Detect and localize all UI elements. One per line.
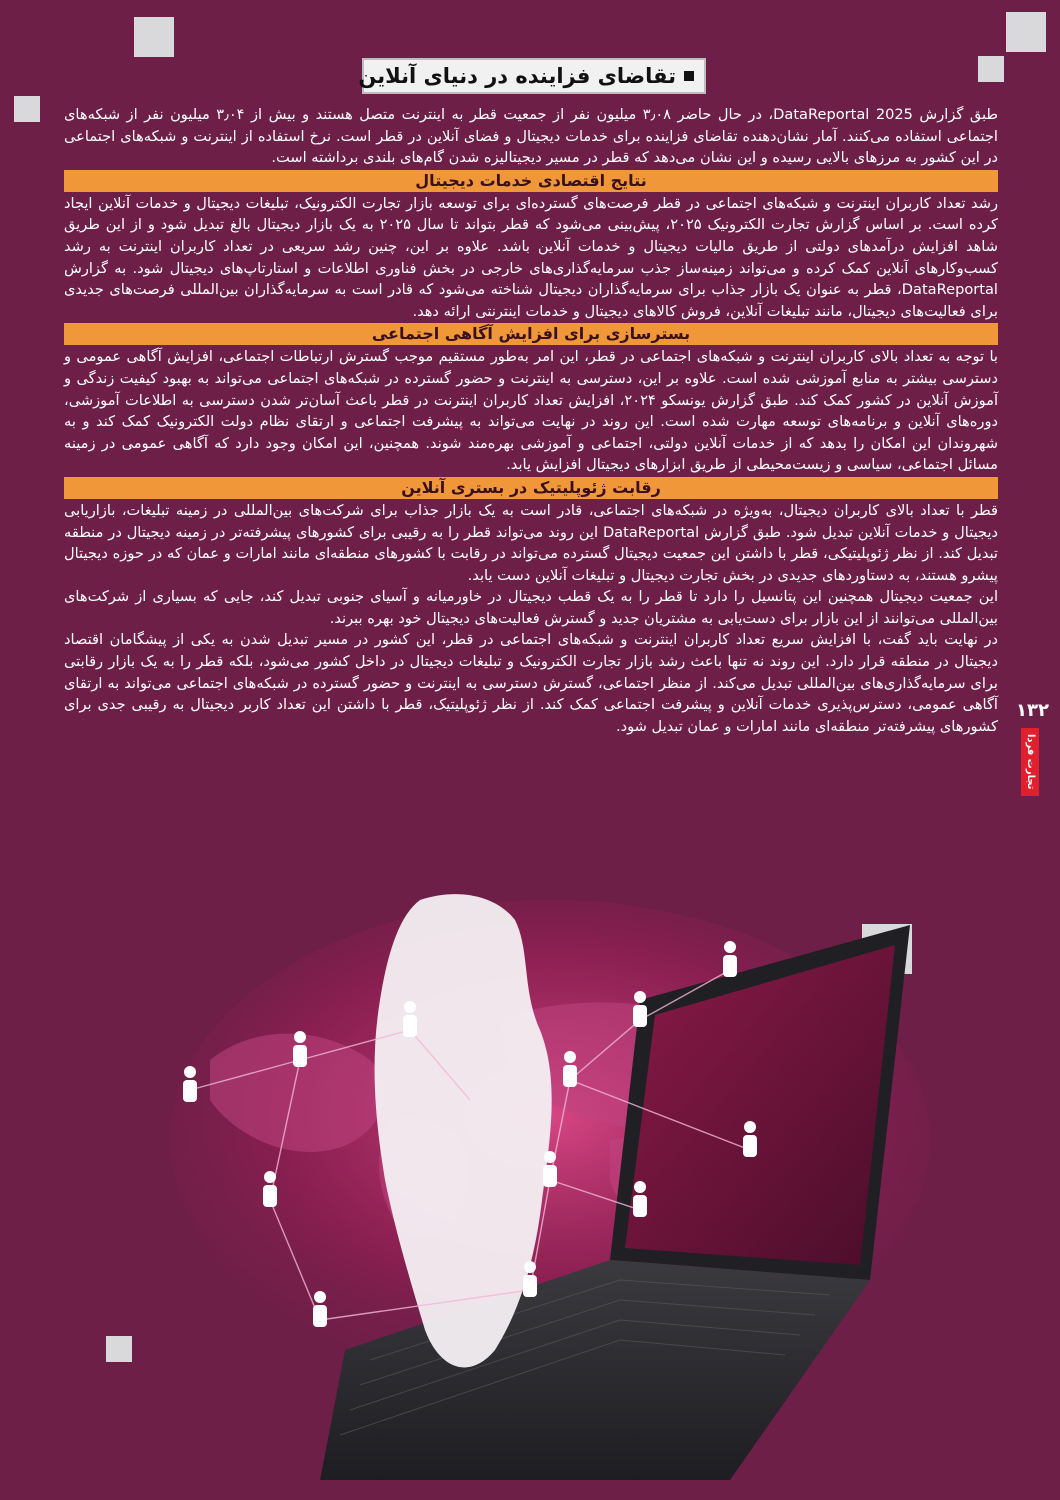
person-icon [723, 941, 737, 977]
paragraph: رشد تعداد کاربران اینترنت و شبکه‌های اجتماعی در قطر فرصت‌های گسترده‌ای برای توسعه بازار تجارت الکترونیک، تبلیغات دیجیتال و خدمات آنلاین ایجاد کرده است. بر اساس گزارش تجارت الکترونیک ۲۰۲۵، پیش‌بینی می‌شود که قطر بتواند تا سال ۲۰۲۵ به یک بازار دیجیتال بالغ تبدیل شود و از این طریق شاهد افزایش درآمدهای دولتی از طریق مالیات دیجیتال و خدمات آنلاین باشد. علاوه بر این، چنین رشد سریعی در تعداد کاربران اینترنت به رشد کسب‌وکارهای آنلاین کمک کرده و می‌تواند زمینه‌ساز جذب سرمایه‌گذاری‌های خارجی در بخش فناوری اطلاعات و استارتاپ‌های دیجیتال شود. به گزارش DataReportal، قطر به عنوان یک بازار جذاب برای سرمایه‌گذاران دیجیتال شناخته می‌شود که قادر است به سرمایه‌گذاران بین‌المللی فرصت‌های جدیدی برای فعالیت‌های دیجیتال، مانند تبلیغات آنلاین، فروش کالاهای دیجیتال و خدمات اینترنتی ارائه دهد. [64, 194, 998, 320]
section-heading-geopolitical: رقابت ژئوپلیتیک در بستری آنلاین [64, 477, 998, 499]
person-icon [523, 1261, 537, 1297]
section-heading-economic: نتایج اقتصادی خدمات دیجیتال [64, 170, 998, 192]
person-icon [293, 1031, 307, 1067]
page-number: ۱۳۲ [1016, 700, 1049, 721]
decorative-square [14, 96, 40, 122]
laptop-network-illustration [170, 880, 930, 1500]
intro-paragraph: طبق گزارش DataReportal 2025، در حال حاضر ۳٫۰۸ میلیون نفر از جمعیت قطر به اینترنت متصل هستند و بیش از ۳٫۰۴ میلیون نفر از شبکه‌های اجتماعی استفاده می‌کنند. آمار نشان‌دهنده تقاضای فزاینده برای خدمات دیجیتال و فضای آنلاین در قطر است. نرخ استفاده از اینترنت و شبکه‌های اجتماعی در این کشور به مرزهای بالایی رسیده و این نشان می‌دهد که قطر در مسیر دیجیتالیزه شدن گام‌های بلندی برداشته است. [64, 106, 999, 167]
paragraph: با توجه به تعداد بالای کاربران اینترنت و شبکه‌های اجتماعی در قطر، این امر به‌طور مستقیم موجب گسترش ارتباطات اجتماعی، افزایش آگاهی عمومی و دسترسی بیشتر به منابع آموزشی شده است. علاوه بر این، دسترسی به اینترنت و حضور گسترده در شبکه‌های اجتماعی می‌تواند به بهبود کیفیت زندگی و آموزش آنلاین در کشور کمک کند. طبق گزارش یونسکو ۲۰۲۴، افزایش تعداد کاربران اینترنت در قطر باعث آسان‌تر شدن دسترسی به اطلاعات آموزشی، دوره‌های آنلاین و برنامه‌های توسعه مهارت شده است. این روند در نهایت می‌تواند به پیشرفت اجتماعی و ارتقای نظام دولت الکترونیک کمک کند و به شهروندان این امکان را بدهد که از خدمات آنلاین دولتی، اجتماعی و آموزشی بهره‌مند شوند. همچنین، این امکان وجود دارد که آگاهی عمومی در زمینه مسائل اجتماعی، سیاسی و زیست‌محیطی از طریق ابزارهای دیجیتال افزایش یابد. [64, 348, 998, 474]
person-icon [543, 1151, 557, 1187]
article-title: تقاضای فزاینده در دنیای آنلاین [358, 64, 676, 88]
article-title-box [358, 58, 706, 94]
article-body [64, 104, 998, 737]
person-icon [183, 1066, 197, 1102]
paragraph: قطر با تعداد بالای کاربران دیجیتال، به‌ویژه در شبکه‌های اجتماعی، قادر است به یک بازار جذاب برای شرکت‌های بین‌المللی در زمینه تبلیغات، بازاریابی دیجیتال و خدمات آنلاین تبدیل شود. طبق گزارش DataReportal این روند می‌تواند قطر را به رقیبی برای کشورهای پیشرفته‌تر در زمینه دیجیتال در منطقه تبدیل کند. از نظر ژئوپلیتیکی، قطر با داشتن این جمعیت دیجیتال گسترده می‌تواند در رقابت با کشورهای منطقه‌ای مانند امارات و عمان که در حوزه دیجیتال پیشرو هستند، به دستاوردهای جدیدی در بخش تجارت دیجیتال و تبلیغات آنلاین دست یابد. [64, 501, 999, 584]
person-icon [313, 1291, 327, 1327]
section-heading-social: بسترسازی برای افزایش آگاهی اجتماعی [64, 323, 998, 345]
person-icon [563, 1051, 577, 1087]
decorative-square [134, 17, 174, 57]
decorative-square [106, 1336, 132, 1362]
paragraph: در نهایت باید گفت، با افزایش سریع تعداد کاربران اینترنت و شبکه‌های اجتماعی در قطر، این کشور در مسیر تبدیل شدن به یکی از پیشگامان اقتصاد دیجیتال در منطقه قرار دارد. این روند نه تنها باعث رشد بازار تجارت الکترونیک و تبلیغات دیجیتال در داخل کشور می‌شود، بلکه قطر را به یک بازار رقابتی برای سرمایه‌گذاری‌های بین‌المللی تبدیل می‌کند. از منظر اجتماعی، گسترش دسترسی به اینترنت و حضور گسترده در شبکه‌های اجتماعی می‌تواند به ارتقای آگاهی عمومی، دسترس‌پذیری خدمات آنلاین و پیشرفت اجتماعی کمک کند. از نظر ژئوپلیتیک، قطر با داشتن این تعداد کاربر دیجیتال به رقیبی جدی برای کشورهای پیشرفته‌تر منطقه‌ای مانند امارات و عمان تبدیل شود. [64, 631, 998, 735]
person-icon [743, 1121, 757, 1157]
decorative-square [1006, 12, 1046, 52]
decorative-square [978, 56, 1004, 82]
brand-tab: تجارت فردا [1021, 728, 1039, 796]
person-icon [633, 991, 647, 1027]
person-icon [403, 1001, 417, 1037]
person-icon [633, 1181, 647, 1217]
person-icon [263, 1171, 277, 1207]
square-bullet-icon [684, 71, 694, 81]
paragraph: این جمعیت دیجیتال همچنین این پتانسیل را دارد تا قطر را به یک قطب دیجیتال در خاورمیانه و آسیای جنوبی تبدیل کند، جایی که بسیاری از شرکت‌های بین‌المللی می‌توانند از این بازار برای دست‌یابی به مشتریان جدید و گسترش فعالیت‌های دیجیتال خود بهره ببرند. [64, 588, 998, 627]
